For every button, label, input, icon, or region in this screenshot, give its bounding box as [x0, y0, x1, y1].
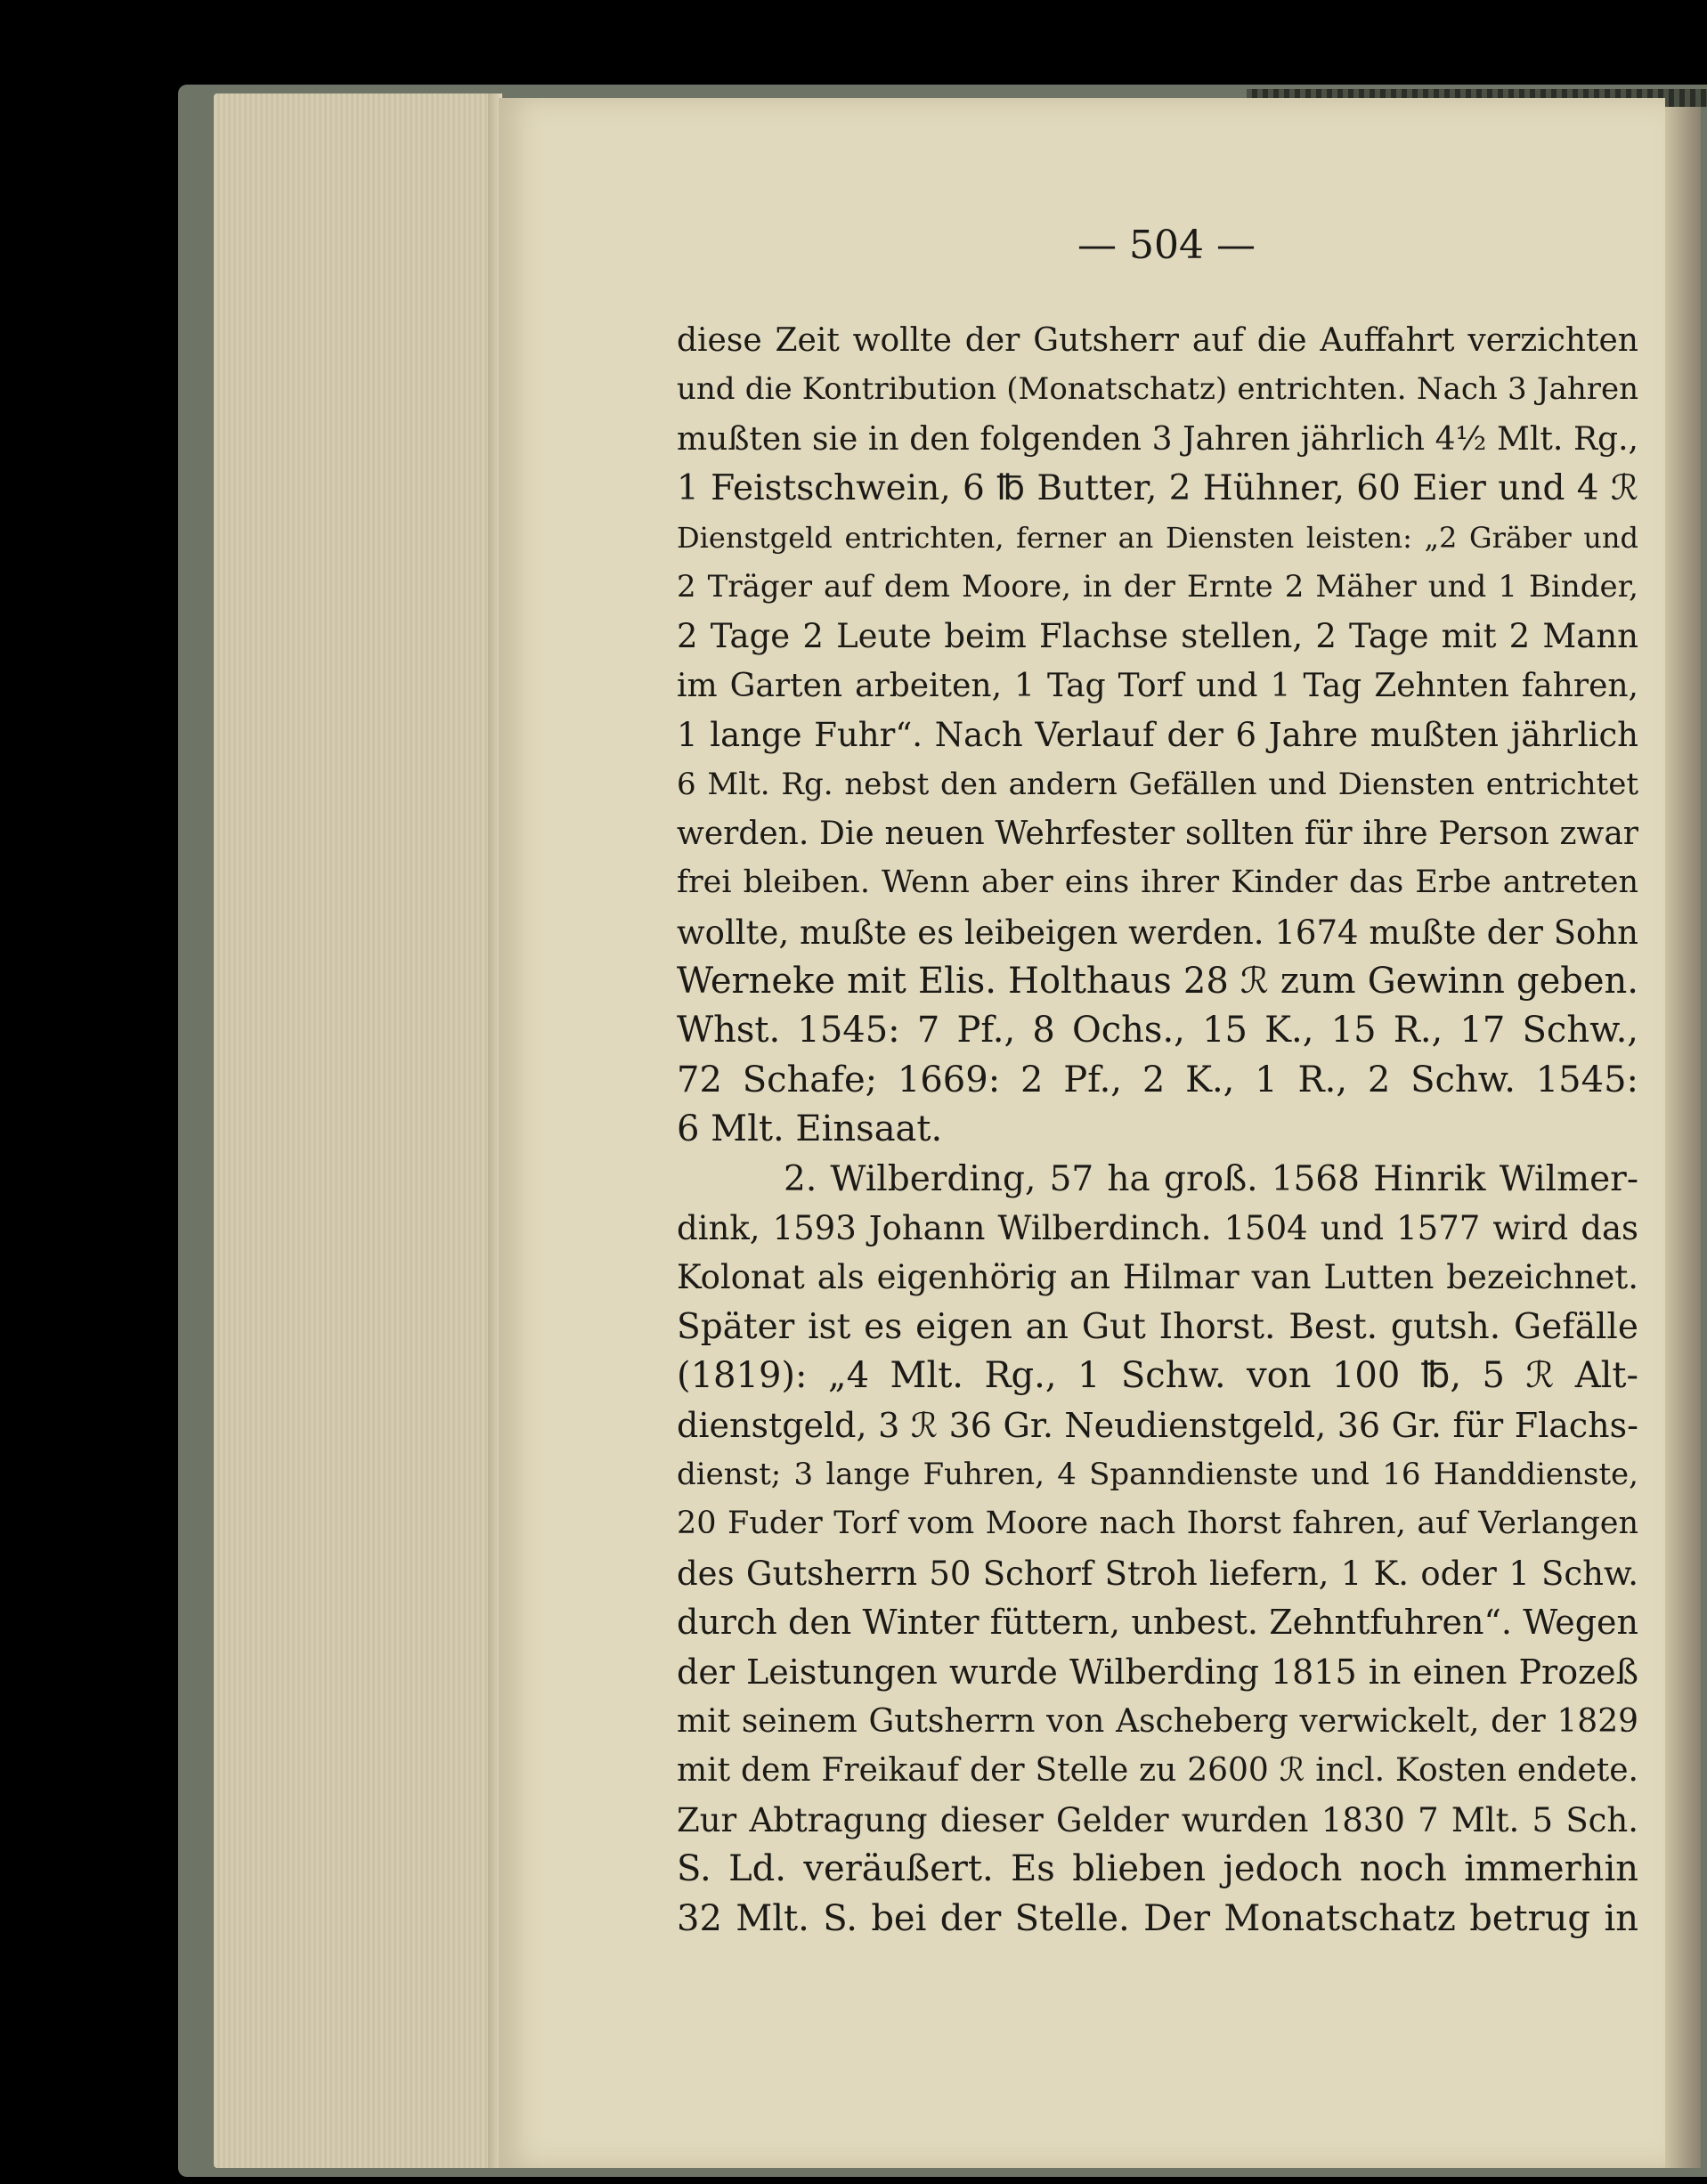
text-line: 1 Feistschwein, 6 ℔ Butter, 2 Hühner, 60 Eier und 4 ℛ	[677, 468, 1638, 509]
text-line: 2. Wilberding, 57 ha groß. 1568 Hinrik Wilmer-	[784, 1158, 1638, 1199]
text-line: Whst. 1545: 7 Pf., 8 Ochs., 15 K., 15 R., 17 Schw.,	[677, 1010, 1638, 1051]
text-line: wollte, mußte es leibeigen werden. 1674 mußte der Sohn	[677, 913, 1638, 952]
text-line: Zur Abtragung dieser Gelder wurden 1830 7 Mlt. 5 Sch.	[677, 1800, 1638, 1839]
text-line: Später ist es eigen an Gut Ihorst. Best. gutsh. Gefälle	[677, 1306, 1638, 1347]
text-line: diese Zeit wollte der Gutsherr auf die Auffahrt verzichten	[677, 322, 1638, 359]
text-line: 2 Tage 2 Leute beim Flachse stellen, 2 Tage mit 2 Mann	[677, 617, 1638, 656]
page-gutter	[1665, 107, 1701, 2168]
page-number: — 504 —	[1077, 223, 1256, 268]
text-line: mit dem Freikauf der Stelle zu 2600 ℛ incl. Kosten endete.	[677, 1752, 1638, 1790]
text-line: Dienstgeld entrichten, ferner an Diensten leisten: „2 Gräber und	[677, 520, 1638, 555]
page-stack	[214, 93, 499, 2168]
text-line: 6 Mlt. Einsaat.	[677, 1108, 943, 1150]
text-line: mußten sie in den folgenden 3 Jahren jährlich 4½ Mlt. Rg.,	[677, 420, 1638, 458]
text-line: und die Kontribution (Monatschatz) entrichten. Nach 3 Jahren	[677, 371, 1638, 408]
text-line: durch den Winter füttern, unbest. Zehntfuhren“. Wegen	[677, 1603, 1638, 1643]
text-line: S. Ld. veräußert. Es blieben jedoch noch immerhin	[677, 1848, 1638, 1890]
text-line: Kolonat als eigenhörig an Hilmar van Lutten bezeichnet.	[677, 1258, 1638, 1297]
text-line: 6 Mlt. Rg. nebst den andern Gefällen und Diensten entrichtet	[677, 766, 1638, 802]
text-line: 1 lange Fuhr“. Nach Verlauf der 6 Jahre mußten jährlich	[677, 716, 1638, 755]
text-line: mit seinem Gutsherrn von Ascheberg verwickelt, der 1829	[677, 1702, 1638, 1740]
text-line: des Gutsherrn 50 Schorf Stroh liefern, 1 K. oder 1 Schw.	[677, 1554, 1638, 1593]
text-line: (1819): „4 Mlt. Rg., 1 Schw. von 100 ℔, 5 ℛ Alt-	[677, 1355, 1638, 1397]
text-line: 20 Fuder Torf vom Moore nach Ihorst fahren, auf Verlangen	[677, 1506, 1638, 1542]
text-line: dienst; 3 lange Fuhren, 4 Spanndienste und 16 Handdienste,	[677, 1456, 1638, 1492]
text-line: Werneke mit Elis. Holthaus 28 ℛ zum Gewinn geben.	[677, 961, 1638, 1003]
page-body-text	[677, 316, 1638, 1944]
text-line: dink, 1593 Johann Wilberdinch. 1504 und 1577 wird das	[677, 1209, 1638, 1248]
text-line: 72 Schafe; 1669: 2 Pf., 2 K., 1 R., 2 Schw. 1545:	[677, 1059, 1638, 1100]
text-line: 32 Mlt. S. bei der Stelle. Der Monatschatz betrug in	[677, 1897, 1638, 1939]
text-line: werden. Die neuen Wehrfester sollten für ihre Person zwar	[677, 815, 1638, 852]
text-line: der Leistungen wurde Wilberding 1815 in einen Prozeß	[677, 1652, 1638, 1692]
text-line: dienstgeld, 3 ℛ 36 Gr. Neudienstgeld, 36 Gr. für Flachs-	[677, 1405, 1638, 1445]
text-line: frei bleiben. Wenn aber eins ihrer Kinder das Erbe antreten	[677, 865, 1638, 901]
text-line: 2 Träger auf dem Moore, in der Ernte 2 Mäher und 1 Binder,	[677, 568, 1638, 605]
text-line: im Garten arbeiten, 1 Tag Torf und 1 Tag Zehnten fahren,	[677, 667, 1638, 704]
